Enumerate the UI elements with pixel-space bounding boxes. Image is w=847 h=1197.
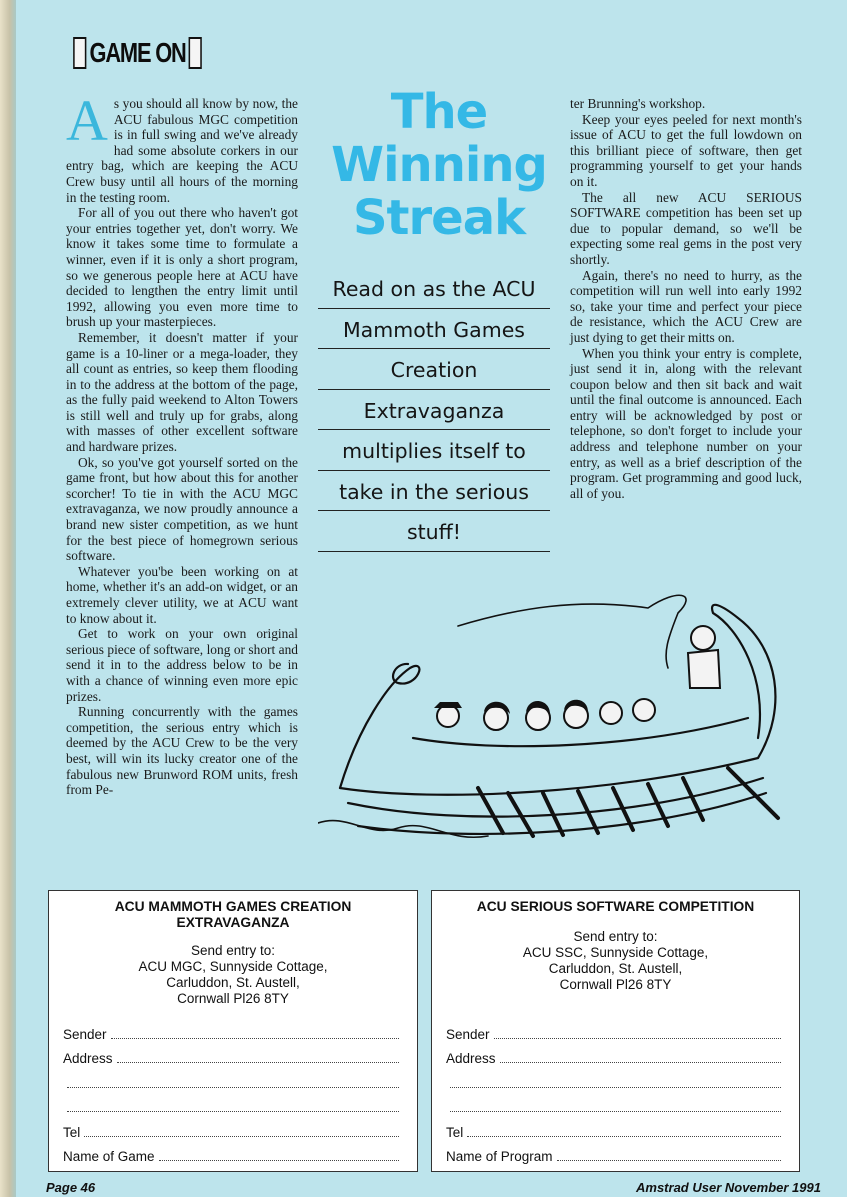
standfirst-line: Creation (318, 349, 550, 390)
page-number: Page 46 (46, 1180, 96, 1195)
captain-head (691, 626, 715, 650)
address-line-field[interactable] (446, 1066, 781, 1091)
standfirst-line: Read on as the ACU (318, 268, 550, 309)
address-field[interactable]: Address (446, 1042, 781, 1067)
standfirst-line: Mammoth Games (318, 309, 550, 350)
article-paragraph: Whatever you'be been working on at home, whether it's an add-on widget, or an extremely clever utility, we at ACU want to know about it. (66, 563, 298, 626)
standfirst-line: multiplies itself to (318, 430, 550, 471)
article-column-3 (570, 96, 802, 501)
article-paragraph: Get to work on your own original serious piece of software, long or short and send it in to the address below to be in with a chance of winning even more epic prizes. (66, 626, 298, 704)
captain-body (688, 650, 720, 688)
entry-coupon-games[interactable] (48, 890, 418, 1172)
sender-field[interactable]: Sender (63, 1017, 399, 1042)
crew-head (437, 705, 459, 727)
coupon-address (49, 943, 417, 1007)
coupon-address-line: Carluddon, St. Austell, (166, 975, 300, 990)
ship-rudder (728, 768, 778, 818)
coupon-address-line: Cornwall Pl26 8TY (559, 977, 672, 992)
coupon-fields (446, 1017, 781, 1164)
standfirst-line: Extravaganza (318, 390, 550, 431)
address-line-field[interactable] (63, 1066, 399, 1091)
headline-line: Winning (331, 137, 547, 193)
coupon-address (432, 929, 799, 993)
crew-hat (434, 702, 462, 708)
coupon-address-line: Send entry to: (190, 943, 276, 958)
headline-line: The (390, 84, 488, 140)
article-paragraph: When you think your entry is complete, just send it in, along with the relevant coupon below and then sit back and wait until the final outcome is announced. Each entry will be acknowledged by post or telephone, so don't forget to include your address and telephone number on your entry, as well as a brief description of the program. Get programming and good luck, all of you. (570, 345, 802, 501)
headline (318, 86, 560, 245)
headline-line: Streak (352, 190, 526, 246)
coupon-address-line: Carluddon, St. Austell, (548, 961, 683, 976)
crew-head (633, 699, 655, 721)
address-field[interactable]: Address (63, 1042, 399, 1067)
coupon-fields (63, 1017, 399, 1164)
article-column-1 (66, 88, 298, 798)
name-of-game-field[interactable]: Name of Game (63, 1140, 399, 1165)
coupon-address-line: Send entry to: (573, 929, 658, 944)
viking-ship-illustration (318, 588, 818, 850)
coupon-title: ACU SERIOUS SOFTWARE COMPETITION (476, 899, 755, 914)
article-paragraph: ter Brunning's workshop. (570, 96, 706, 111)
coupon-address-line: Cornwall Pl26 8TY (177, 991, 289, 1006)
address-line-field[interactable] (446, 1091, 781, 1116)
issue-info: Amstrad User November 1991 (636, 1180, 821, 1195)
address-line-field[interactable] (63, 1091, 399, 1116)
whip-line (458, 595, 686, 668)
crew-head (484, 706, 508, 730)
article-paragraph: Remember, it doesn't matter if your game is a 10-liner or a mega-loader, they all count as entries, so keep them flooding in to the address at the bottom of the page, as the fully paid weekend to Alton Towers is still well and truly up for grabs, along with masses of other excellent software and hardware prizes. (66, 329, 298, 455)
crew-head (600, 702, 622, 724)
article-paragraph: Again, there's no need to hurry, as the competition will run well into early 1992 so, take your time and perfect your piece de resistance, which the ACU Crew are just dying to get their mitts on. (570, 267, 802, 345)
tag-box-left (73, 37, 86, 69)
article-paragraph: Ok, so you've got yourself sorted on the game front, but how about this for another scorcher! To tie in with the ACU MGC extravaganza, we now proudly announce a brand new sister competition, as we hunt for the best piece of homegrown serious software. (66, 454, 298, 564)
drop-cap: A (66, 88, 108, 153)
section-tag-label: GAME ON (89, 37, 186, 68)
coupon-address-line: ACU SSC, Sunnyside Cottage, (522, 945, 709, 960)
standfirst-line: stuff! (318, 511, 550, 552)
standfirst-line: take in the serious (318, 471, 550, 512)
standfirst (318, 268, 550, 552)
coupon-title: ACU MAMMOTH GAMES CREATION EXTRAVAGANZA (114, 899, 352, 930)
ship-prow-scroll (340, 664, 419, 788)
article-paragraph: The all new ACU SERIOUS SOFTWARE competition has been set up due to popular demand, so we'll be expecting some real gems in the post very shortly. (570, 189, 802, 267)
article-paragraph: As you should all know by now, the ACU fabulous MGC competition is in full swing and we've already had some absolute corkers in our entry bag, which are keeping the ACU Crew busy until all hours of the morning in the testing room. (66, 88, 298, 205)
sender-field[interactable]: Sender (446, 1017, 781, 1042)
page-binding (0, 0, 16, 1197)
article-paragraph: Keep your eyes peeled for next month's issue of ACU to get the full lowdown on this brilliant piece of software, then get programming yourself to get your hands on it. (570, 111, 802, 189)
entry-coupon-serious[interactable] (431, 890, 800, 1172)
name-of-program-field[interactable]: Name of Program (446, 1140, 781, 1165)
tag-box-right (189, 37, 202, 69)
tel-field[interactable]: Tel (63, 1115, 399, 1140)
article-paragraph: For all of you out there who haven't got your entries together yet, don't worry. We know it takes some time to formulate a winner, even if it is only a short program, so we generous people here at ACU have decided to lengthen the entry limit until 1992, allowing you even more time to brush up your masterpieces. (66, 205, 298, 330)
article-paragraph: Running concurrently with the games competition, the serious entry which is deemed by the ACU Crew to be the very best, will win its lucky creator one of the fabulous new Brunword ROM units, fresh from Pe- (66, 704, 298, 798)
tel-field[interactable]: Tel (446, 1115, 781, 1140)
coupon-address-line: ACU MGC, Sunnyside Cottage, (138, 959, 328, 974)
section-tag (70, 36, 205, 70)
